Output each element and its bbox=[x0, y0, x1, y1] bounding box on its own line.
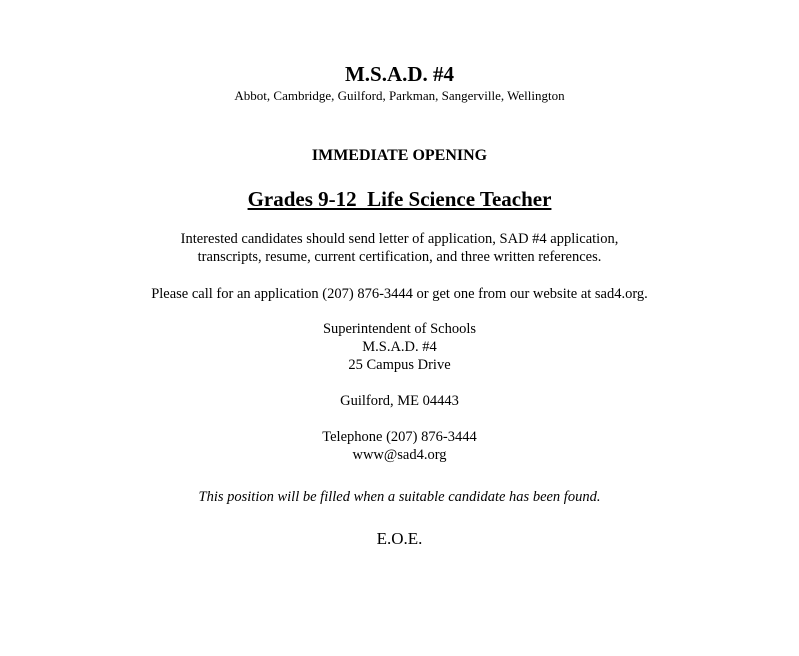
filling-notice: This position will be filled when a suitable candidate has been found. bbox=[198, 489, 601, 505]
address-city-state-zip: Guilford, ME 04443 bbox=[340, 393, 459, 409]
contact-telephone: Telephone (207) 876-3444 bbox=[322, 429, 477, 445]
address-organization: M.S.A.D. #4 bbox=[362, 339, 437, 355]
equal-opportunity-employer-footer: E.O.E. bbox=[376, 529, 423, 548]
address-recipient: Superintendent of Schools bbox=[322, 321, 477, 337]
organization-name: M.S.A.D. #4 bbox=[344, 62, 455, 86]
contact-web: www@sad4.org bbox=[352, 447, 447, 463]
member-towns: Abbot, Cambridge, Guilford, Parkman, Sangerville, Wellington bbox=[234, 88, 565, 103]
instructions-line-2: transcripts, resume, current certification, and three written references. bbox=[197, 249, 602, 265]
address-street: 25 Campus Drive bbox=[348, 357, 451, 373]
opening-status-heading: IMMEDIATE OPENING bbox=[311, 147, 488, 164]
application-call-to-action: Please call for an application (207) 876-3444 or get one from our website at sad4.org. bbox=[151, 286, 648, 302]
position-title: Grades 9-12 Life Science Teacher bbox=[247, 187, 552, 211]
instructions-line-1: Interested candidates should send letter of application, SAD #4 application, bbox=[180, 231, 619, 247]
